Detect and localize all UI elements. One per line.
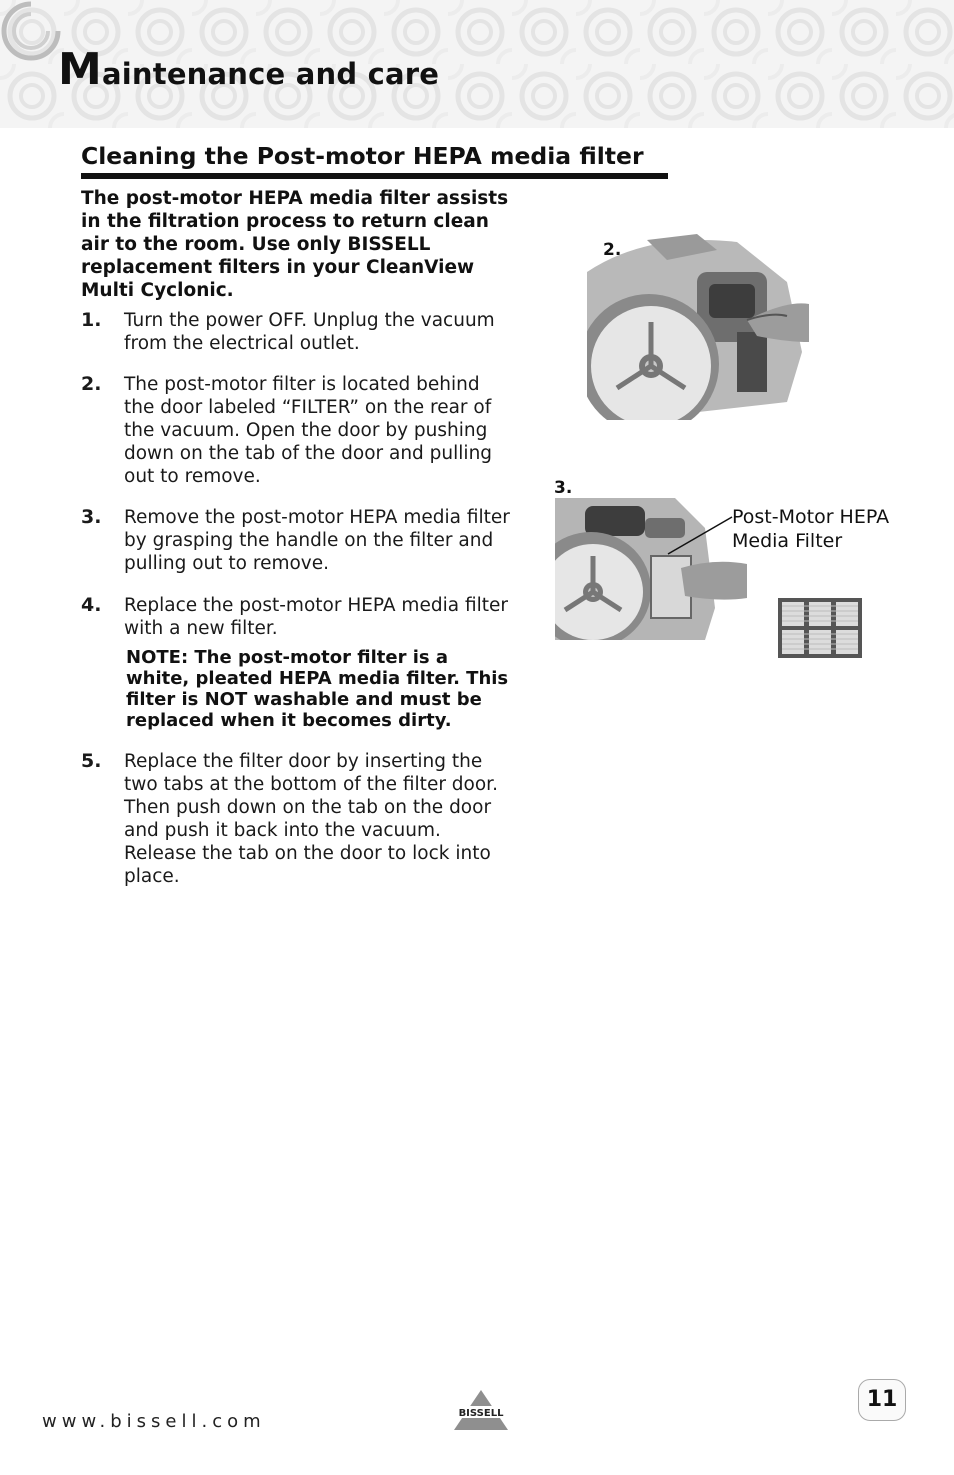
figure-2-label: 2. xyxy=(603,240,622,260)
step-number: 5. xyxy=(81,750,102,772)
hepa-filter-image xyxy=(777,597,863,659)
filter-callout-label: Post-Motor HEPA Media Filter xyxy=(732,506,890,552)
footer-url: www.bissell.com xyxy=(42,1411,266,1432)
figure-2-vacuum-image xyxy=(587,232,809,420)
callout-leader-line xyxy=(664,514,736,558)
step-text: Turn the power OFF. Unplug the vacuum from the electrical outlet. xyxy=(124,310,495,354)
note-text: NOTE: The post-motor filter is a white, pleated HEPA media filter. This filter is NOT washable and must be replaced when it becomes dirty. xyxy=(126,647,509,731)
page-number: 11 xyxy=(858,1379,906,1421)
step-text: Replace the filter door by inserting the two tabs at the bottom of the filter door. Then push down on the tab on the door and push it back into the vacuum. Release the tab on the door to lock into place. xyxy=(124,751,498,887)
header-band xyxy=(0,0,954,128)
title-initial: M xyxy=(58,44,102,95)
step-number: 3. xyxy=(81,506,102,528)
bissell-logo xyxy=(448,1388,514,1432)
step-number: 4. xyxy=(81,594,102,616)
step-number: 2. xyxy=(81,373,102,395)
step-number: 1. xyxy=(81,309,102,331)
swirl-icon xyxy=(0,0,62,62)
section-title: Cleaning the Post-motor HEPA media filter xyxy=(81,142,668,179)
intro-paragraph: The post-motor HEPA media filter assists in the filtration process to return clean air to the room. Use only BISSELL replacement filters in your CleanView Multi Cyclonic. xyxy=(81,188,509,301)
figure-3-label: 3. xyxy=(554,478,573,498)
title-rest: aintenance and care xyxy=(102,57,440,91)
step-text: Remove the post-motor HEPA media filter by grasping the handle on the filter and pulling out to remove. xyxy=(124,507,510,574)
logo-text: BISSELL xyxy=(458,1408,504,1419)
page-title xyxy=(58,44,440,95)
step-text: Replace the post-motor HEPA media filter with a new filter. xyxy=(124,595,508,639)
step-text: The post-motor filter is located behind the door labeled “FILTER” on the rear of the vacuum. Open the door by pushing down on the tab of the door and pulling out to remove. xyxy=(124,374,493,487)
